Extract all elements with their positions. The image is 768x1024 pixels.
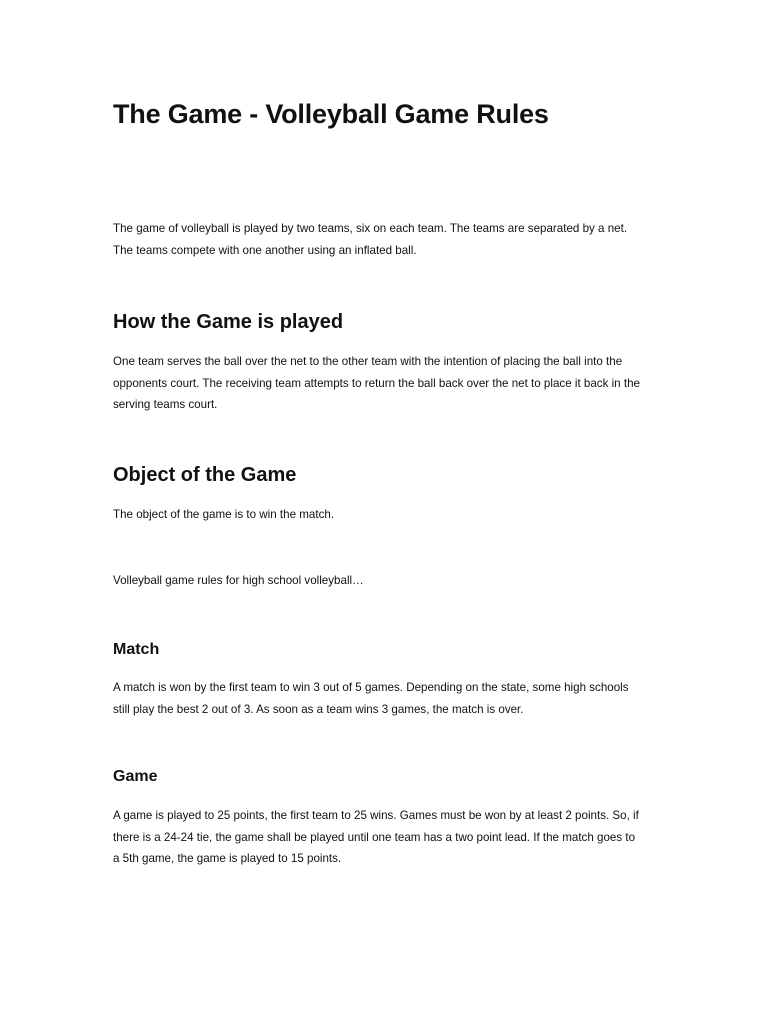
paragraph-match: A match is won by the first team to win 3 out of 5 games. Depending on the state, some high schools still play the best 2 out of 3. As soon as a team wins 3 games, the match is over.: [113, 681, 629, 716]
paragraph-how-game-played: One team serves the ball over the net to the other team with the intention of placing the ball into the opponents court. The receiving team attempts to return the ball back over the net to place it back in the serving teams court.: [113, 355, 640, 411]
heading-object-of-game: Object of the Game: [113, 464, 297, 486]
page-title: The Game - Volleyball Game Rules: [113, 99, 549, 129]
heading-match: Match: [113, 641, 160, 658]
heading-game: Game: [113, 768, 158, 785]
paragraph-object-of-game: The object of the game is to win the match.: [113, 508, 335, 521]
heading-how-game-played: How the Game is played: [113, 311, 344, 333]
paragraph-game: A game is played to 25 points, the first team to 25 wins. Games must be won by at least 2 points. So, if there is a 24-24 tie, the game shall be played until one team has a two point lead. If the match goes to a 5th game, the game is played to 15 points.: [113, 809, 639, 865]
intro-paragraph: The game of volleyball is played by two teams, six on each team. The teams are separated by a net. The teams compete with one another using an inflated ball.: [113, 222, 628, 257]
paragraph-high-school-rules: Volleyball game rules for high school volleyball…: [113, 574, 364, 587]
